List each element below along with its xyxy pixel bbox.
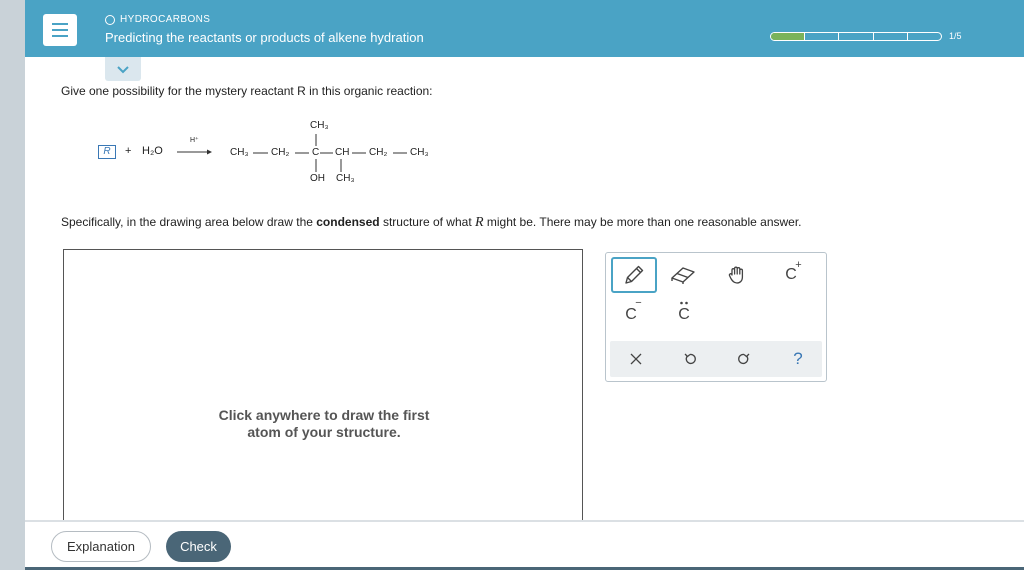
progress-segment-2	[805, 33, 839, 40]
pencil-icon	[622, 263, 646, 287]
chain-group-1: CH₃	[230, 147, 249, 158]
progress-segment-4	[874, 33, 908, 40]
page-title: Predicting the reactants or products of alkene hydration	[105, 30, 424, 45]
undo-icon	[683, 352, 697, 366]
move-tool[interactable]	[722, 261, 752, 289]
redo-button[interactable]	[730, 345, 758, 373]
chain-group-4: CH	[335, 147, 350, 158]
eraser-icon	[669, 264, 697, 286]
bond-lines	[25, 112, 625, 192]
close-icon	[630, 353, 642, 365]
progress-segment-5	[908, 33, 941, 40]
undo-button[interactable]	[676, 345, 704, 373]
help-button[interactable]	[784, 345, 812, 373]
reaction-scheme	[25, 112, 625, 192]
chain-group-6: CH₃	[410, 147, 429, 158]
chain-group-2: CH₂	[271, 147, 290, 158]
catalyst-label: H⁺	[190, 137, 199, 144]
explanation-button[interactable]: Explanation	[51, 531, 151, 562]
clear-button[interactable]	[622, 345, 650, 373]
topic-label: HYDROCARBONS	[120, 14, 211, 25]
redo-icon	[737, 352, 751, 366]
check-button[interactable]: Check	[166, 531, 231, 562]
drawing-instructions: Specifically, in the drawing area below draw the condensed structure of what R might be. There may be more than one reasonable answer.	[61, 215, 802, 230]
menu-icon	[52, 23, 68, 25]
page	[25, 0, 1024, 570]
hydroxyl-substituent: OH	[310, 173, 325, 184]
lone-pair-dots-icon	[679, 301, 689, 305]
progress-count: 1/5	[949, 31, 962, 41]
lone-pair-tool[interactable]: C	[669, 301, 699, 329]
positive-charge-tool[interactable]: C +	[785, 259, 802, 283]
footer-bar	[25, 522, 1024, 570]
progress-bar	[770, 32, 942, 41]
tool-palette	[605, 252, 827, 382]
topic-status-icon	[105, 15, 115, 25]
help-icon: ?	[793, 349, 803, 368]
palette-actions	[610, 341, 822, 377]
hand-icon	[725, 263, 749, 287]
negative-charge-tool[interactable]: C −	[625, 297, 642, 323]
chevron-down-icon	[116, 65, 130, 74]
pencil-tool[interactable]	[611, 257, 657, 293]
progress-segment-1	[771, 33, 805, 40]
top-substituent: CH₃	[310, 120, 329, 131]
drawing-canvas[interactable]	[63, 249, 583, 524]
water-reagent: H₂O	[142, 145, 163, 157]
variable-r: R	[474, 215, 484, 230]
mystery-reactant-box: R	[98, 145, 116, 159]
eraser-tool[interactable]	[668, 261, 698, 289]
plus-sign: +	[125, 145, 132, 157]
progress-segment-3	[839, 33, 873, 40]
menu-button[interactable]	[43, 14, 77, 46]
bottom-methyl-substituent: CH₃	[336, 173, 355, 184]
topic-row	[105, 14, 210, 25]
emphasis-condensed: condensed	[316, 215, 380, 229]
chain-group-5: CH₂	[369, 147, 388, 158]
canvas-hint: Click anywhere to draw the first atom of your structure.	[218, 407, 430, 440]
collapse-tab[interactable]	[105, 57, 141, 81]
chain-group-3: C	[312, 147, 320, 158]
header-bar	[25, 0, 1024, 57]
left-rail	[0, 0, 25, 570]
question-prompt: Give one possibility for the mystery reactant R in this organic reaction:	[61, 84, 433, 98]
